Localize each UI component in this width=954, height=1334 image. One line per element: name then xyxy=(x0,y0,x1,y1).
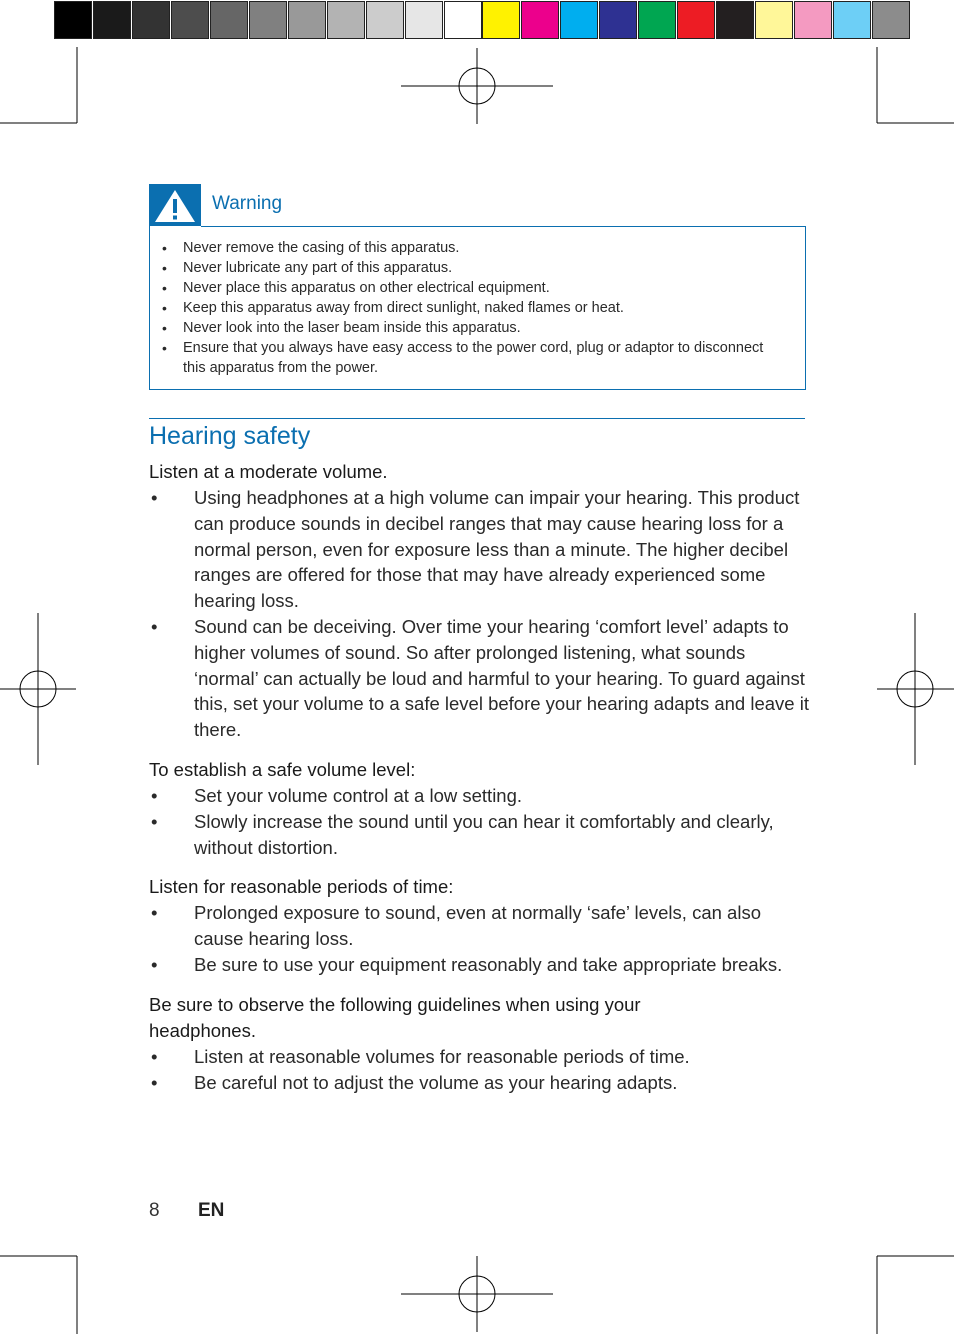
list-item-text: Sound can be deceiving. Over time your hearing ‘comfort level’ adapts to higher volumes of sound. So after prolonged listening, what sounds ‘normal’ can actually be loud and harmful to your hearing. To guard against this, set your volume to a safe level before your hearing adapts and leave it there. xyxy=(194,615,809,741)
language-code: EN xyxy=(198,1200,225,1221)
page-number: 8 xyxy=(149,1200,160,1221)
color-swatch xyxy=(288,1,326,39)
subheading: Listen at a moderate volume. xyxy=(149,461,388,482)
color-swatch xyxy=(794,1,832,39)
list-item-text: Be careful not to adjust the volume as your hearing adapts. xyxy=(194,1071,678,1093)
color-swatch xyxy=(638,1,676,39)
warning-item-text: Ensure that you always have easy access to the power cord, plug or adaptor to disconnect this apparatus from the power. xyxy=(183,340,764,376)
crosshair-registration-mark-icon xyxy=(401,48,553,124)
color-swatch xyxy=(93,1,131,39)
color-swatch xyxy=(132,1,170,39)
bullet-list xyxy=(149,485,809,743)
list-item-text: Slowly increase the sound until you can hear it comfortably and clearly, without distortion. xyxy=(194,810,774,858)
list-item-text: Be sure to use your equipment reasonably and take appropriate breaks. xyxy=(194,953,783,975)
crosshair-registration-mark-icon xyxy=(401,1256,553,1332)
color-swatch xyxy=(599,1,637,39)
process-color-bar xyxy=(482,1,911,41)
warning-item-text: Keep this apparatus away from direct sunlight, naked flames or heat. xyxy=(183,300,624,316)
bullet-icon: • xyxy=(151,953,158,975)
subheading: Be sure to observe the following guidelines when using your headphones. xyxy=(149,993,641,1041)
bullet-icon: • xyxy=(162,300,167,316)
warning-item xyxy=(150,238,805,258)
color-swatch xyxy=(833,1,871,39)
grayscale-color-bar xyxy=(54,1,483,41)
list-item-text: Using headphones at a high volume can impair your hearing. This product can produce sounds in decibel ranges that may cause hearing loss for a normal person, even for exposure less than a minute. The higher decibel ranges are offered for those that may have already experienced some hearing loss. xyxy=(194,487,800,612)
warning-item xyxy=(150,338,805,378)
color-swatch xyxy=(521,1,559,39)
color-swatch xyxy=(210,1,248,39)
color-swatch xyxy=(560,1,598,39)
bullet-list xyxy=(149,900,809,977)
bullet-icon: • xyxy=(151,784,158,806)
subheading: Listen for reasonable periods of time: xyxy=(149,876,454,898)
warning-box xyxy=(149,226,806,390)
bullet-icon: • xyxy=(162,340,167,356)
bullet-icon: • xyxy=(151,487,158,508)
bullet-icon: • xyxy=(162,280,167,296)
list-item xyxy=(149,1070,809,1096)
warning-item-text: Never remove the casing of this apparatus. xyxy=(183,240,460,256)
bullet-icon: • xyxy=(151,1045,158,1067)
color-swatch xyxy=(171,1,209,39)
list-item xyxy=(149,783,809,809)
section-title: Hearing safety xyxy=(149,422,311,450)
color-swatch xyxy=(444,1,482,39)
color-swatch xyxy=(677,1,715,39)
color-swatch xyxy=(54,1,92,39)
bullet-icon: • xyxy=(151,615,158,637)
color-swatch xyxy=(755,1,793,39)
crosshair-registration-mark-icon xyxy=(877,613,954,765)
warning-item-text: Never look into the laser beam inside this apparatus. xyxy=(183,320,521,336)
warning-item xyxy=(150,258,805,278)
list-item xyxy=(149,809,809,861)
list-item xyxy=(149,952,809,978)
color-swatch xyxy=(249,1,287,39)
bullet-list xyxy=(149,783,809,860)
warning-tab xyxy=(149,184,201,226)
bullet-list xyxy=(149,1044,809,1096)
color-swatch xyxy=(716,1,754,39)
color-swatch xyxy=(405,1,443,39)
color-swatch xyxy=(482,1,520,39)
warning-title: Warning xyxy=(212,193,283,214)
list-item-text: Set your volume control at a low setting. xyxy=(194,784,523,806)
section-content xyxy=(149,459,809,1095)
bullet-icon: • xyxy=(151,1071,158,1093)
warning-list xyxy=(150,226,805,378)
bullet-icon: • xyxy=(162,260,167,276)
list-item-text: Prolonged exposure to sound, even at normally ‘safe’ levels, can also cause hearing loss. xyxy=(194,902,761,950)
list-item xyxy=(149,900,809,952)
color-swatch xyxy=(872,1,910,39)
subheading: To establish a safe volume level: xyxy=(149,758,416,780)
exclamation-triangle-icon xyxy=(149,184,201,226)
color-swatch xyxy=(366,1,404,39)
warning-item xyxy=(150,278,805,298)
list-item xyxy=(149,1044,809,1070)
bullet-icon: • xyxy=(162,240,167,256)
section-rule xyxy=(149,418,805,419)
color-swatch xyxy=(327,1,365,39)
warning-item xyxy=(150,298,805,318)
bullet-icon: • xyxy=(151,810,158,832)
list-item xyxy=(149,485,809,614)
warning-item-text: Never lubricate any part of this apparatus. xyxy=(183,260,453,276)
list-item xyxy=(149,614,809,743)
warning-item-text: Never place this apparatus on other electrical equipment. xyxy=(183,280,550,296)
bullet-icon: • xyxy=(151,902,158,924)
bullet-icon: • xyxy=(162,320,167,336)
warning-item xyxy=(150,318,805,338)
crosshair-registration-mark-icon xyxy=(0,613,76,765)
list-item-text: Listen at reasonable volumes for reasonable periods of time. xyxy=(194,1045,690,1067)
